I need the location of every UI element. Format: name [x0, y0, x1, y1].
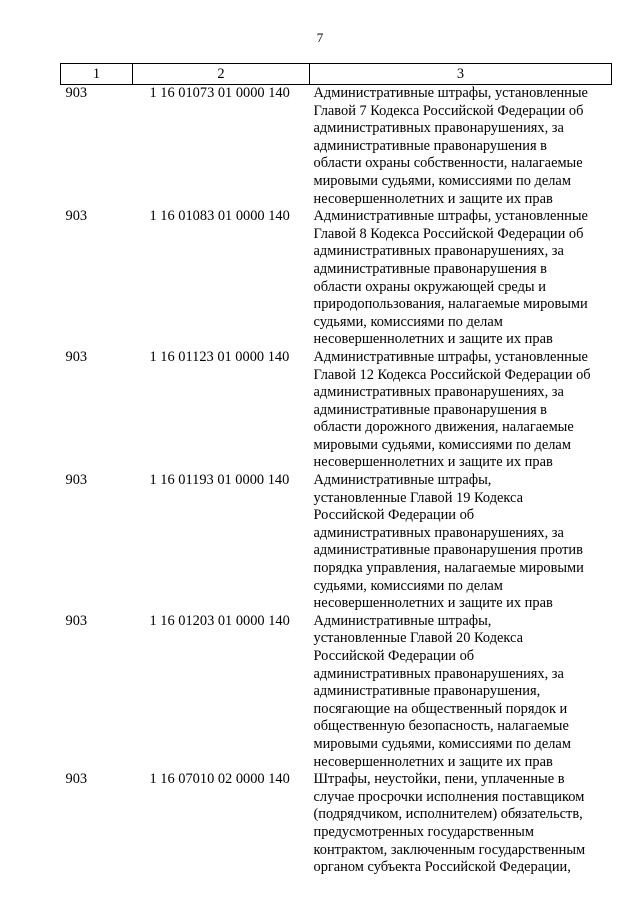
description-line: (подрядчиком, исполнителем) обязательств, — [313, 806, 583, 823]
column-header-1: 1 — [61, 64, 133, 85]
budget-classification-code: 1 16 01123 01 0000 140 — [149, 348, 290, 365]
table-row — [61, 613, 612, 771]
table-row — [61, 85, 612, 209]
description-line: Российской Федерации об — [313, 648, 475, 664]
administrator-code: 903 — [65, 85, 88, 101]
description-line: Главой 12 Кодекса Российской Федерации об — [313, 366, 591, 383]
description-line: несовершеннолетних и защите их прав — [313, 454, 553, 471]
column-header-2: 2 — [133, 64, 310, 85]
description-line: Российской Федерации об — [313, 507, 475, 524]
description-line: мировыми судьями, комиссиями по делам — [313, 735, 571, 752]
description-line: административные правонарушения в — [313, 137, 547, 154]
description-line: Административные штрафы, — [313, 612, 492, 629]
description-line: Административные штрафы, — [313, 472, 492, 489]
description-line: области охраны собственности, налагаемые — [313, 155, 583, 172]
description-line: области охраны окружающей среды и — [313, 278, 546, 295]
administrator-code: 903 — [65, 208, 88, 225]
description-line: судьями, комиссиями по делам — [313, 577, 503, 594]
description-line: общественную безопасность, налагаемые — [313, 718, 569, 735]
description-line: природопользования, налагаемые мировыми — [313, 296, 588, 313]
description-line: несовершеннолетних и защите их прав — [313, 595, 553, 612]
revenue-description — [310, 472, 612, 613]
revenue-description — [310, 208, 612, 349]
revenue-description — [310, 613, 612, 771]
budget-classification-code: 1 16 01073 01 0000 140 — [149, 85, 290, 101]
description-line: административных правонарушениях, за — [313, 665, 564, 682]
budget-classification-code: 1 16 01193 01 0000 140 — [149, 472, 290, 489]
revenue-description — [310, 85, 612, 209]
administrator-code: 903 — [65, 348, 88, 365]
description-line: Административные штрафы, установленные — [313, 348, 588, 365]
description-line: контрактом, заключенным государственным — [313, 841, 586, 858]
description-line: Административные штрафы, установленные — [313, 208, 588, 225]
description-line: административные правонарушения, — [313, 683, 541, 700]
description-line: мировыми судьями, комиссиями по делам — [313, 436, 571, 453]
description-line: административных правонарушениях, за — [313, 120, 564, 137]
description-line: Административные штрафы, установленные — [313, 85, 588, 101]
table-row — [61, 208, 612, 349]
description-line: административные правонарушения в — [313, 260, 547, 277]
budget-classification-code: 1 16 01083 01 0000 140 — [149, 208, 290, 225]
description-line: административных правонарушениях, за — [313, 384, 564, 401]
administrator-code: 903 — [65, 771, 88, 788]
table-header-row — [61, 64, 612, 85]
description-line: несовершеннолетних и защите их прав — [313, 190, 553, 207]
description-line: административных правонарушениях, за — [313, 524, 564, 541]
budget-codes-table — [60, 63, 612, 877]
description-line: порядка управления, налагаемые мировыми — [313, 560, 584, 577]
description-line: случае просрочки исполнения поставщиком — [313, 788, 585, 805]
description-line: Главой 8 Кодекса Российской Федерации об — [313, 225, 584, 242]
description-line: предусмотренных государственным — [313, 823, 534, 840]
table-row — [61, 349, 612, 472]
revenue-description — [310, 771, 612, 877]
description-line: области дорожного движения, налагаемые — [313, 419, 574, 436]
description-line: посягающие на общественный порядок и — [313, 700, 568, 717]
description-line: несовершеннолетних и защите их прав — [313, 753, 553, 770]
description-line: Штрафы, неустойки, пени, уплаченные в — [313, 771, 565, 788]
administrator-code: 903 — [65, 472, 88, 489]
table-row — [61, 771, 612, 877]
description-line: несовершеннолетних и защите их прав — [313, 331, 553, 348]
page-number: 7 — [316, 30, 324, 45]
description-line: мировыми судьями, комиссиями по делам — [313, 172, 571, 189]
table-body — [61, 85, 612, 877]
description-line: административных правонарушениях, за — [313, 243, 564, 260]
description-line: Главой 7 Кодекса Российской Федерации об — [313, 102, 584, 119]
description-line: установленные Главой 19 Кодекса — [313, 489, 523, 506]
description-line: установленные Главой 20 Кодекса — [313, 630, 523, 647]
budget-classification-code: 1 16 07010 02 0000 140 — [149, 771, 290, 788]
description-line: судьями, комиссиями по делам — [313, 313, 503, 330]
column-header-3: 3 — [310, 64, 612, 85]
description-line: административные правонарушения в — [313, 401, 547, 418]
table-row — [61, 472, 612, 613]
budget-classification-code: 1 16 01203 01 0000 140 — [149, 612, 290, 629]
description-line: органом субъекта Российской Федерации, — [313, 859, 571, 876]
administrator-code: 903 — [65, 612, 88, 629]
description-line: административные правонарушения против — [313, 542, 583, 559]
revenue-description — [310, 349, 612, 472]
